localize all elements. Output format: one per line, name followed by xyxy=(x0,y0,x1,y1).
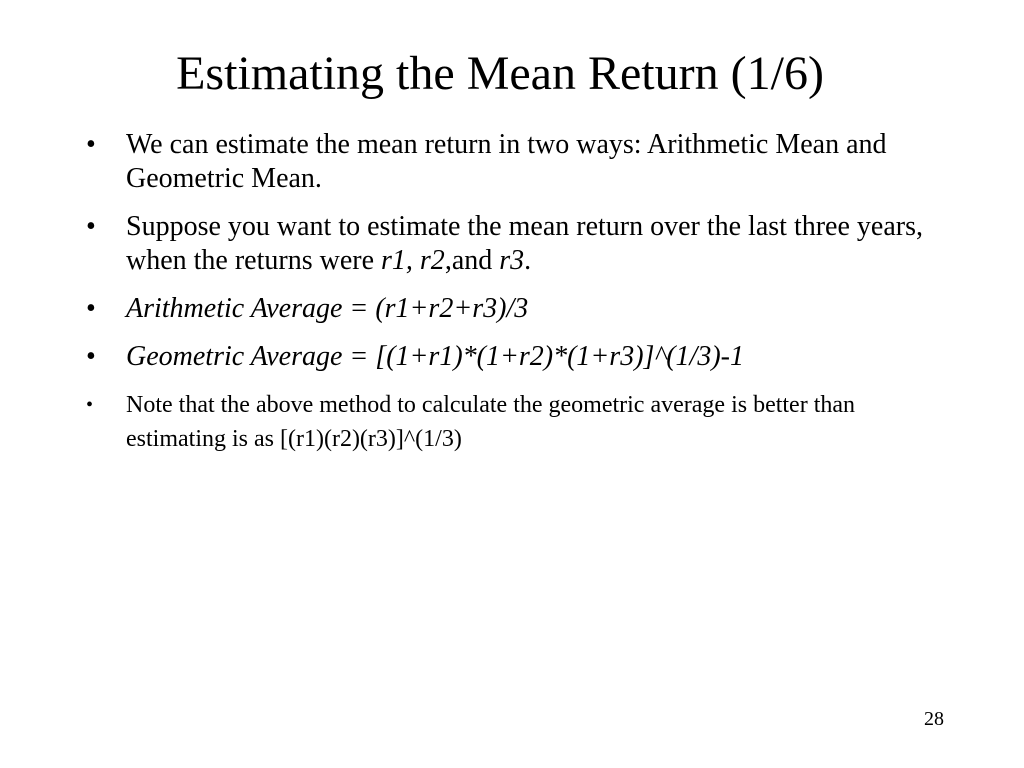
bullet-marker: • xyxy=(86,211,96,242)
geometric-average-formula: Geometric Average = [(1+r1)*(1+r2)*(1+r3)]^(1/3)-1 xyxy=(126,341,744,372)
bullet-item-arithmetic-average xyxy=(86,292,946,326)
bullet-marker: • xyxy=(86,394,94,416)
bullet-marker: • xyxy=(86,293,96,324)
bullet-list xyxy=(86,128,946,470)
period: . xyxy=(524,245,532,276)
bullet-item-three-years xyxy=(86,210,946,278)
bullet-text: We can estimate the mean return in two ways: Arithmetic Mean and Geometric Mean. xyxy=(126,129,887,194)
bullet-text xyxy=(126,211,923,276)
slide-title: Estimating the Mean Return (1/6) xyxy=(176,47,824,100)
bullet-text-plain: Suppose you want to estimate the mean return over the last three years, when the returns were xyxy=(126,211,923,276)
arithmetic-average-formula: Arithmetic Average = (r1+r2+r3)/3 xyxy=(126,293,529,324)
bullet-item-note xyxy=(86,388,946,456)
variable-r3: r3 xyxy=(499,245,525,276)
bullet-marker: • xyxy=(86,341,96,372)
bullet-marker: • xyxy=(86,129,96,160)
variable-r1-r2: r1, r2 xyxy=(381,245,445,276)
bullet-item-mean-methods xyxy=(86,128,946,196)
bullet-item-geometric-average xyxy=(86,340,946,374)
note-text: Note that the above method to calculate the geometric average is better than estimating is as [(r1)(r2)(r3)]^(1/3) xyxy=(126,392,856,452)
page-number: 28 xyxy=(924,708,944,730)
conjunction-and: ,and xyxy=(444,245,500,276)
